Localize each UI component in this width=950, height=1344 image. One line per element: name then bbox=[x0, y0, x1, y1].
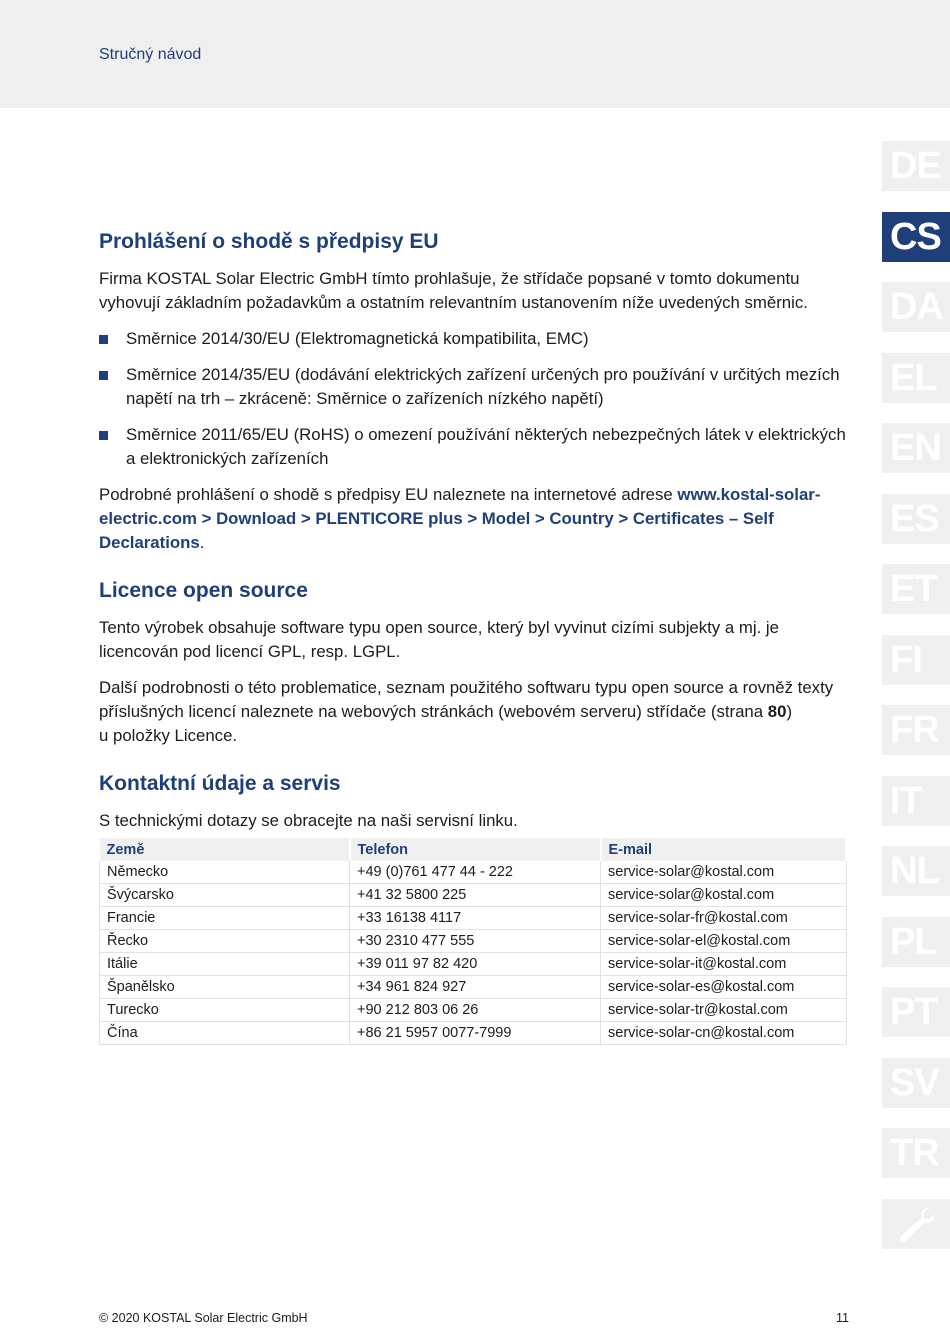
table-row bbox=[100, 953, 847, 976]
country-cell: Řecko bbox=[100, 930, 350, 953]
lang-tab-pt[interactable]: PT bbox=[882, 987, 950, 1037]
header-band bbox=[0, 0, 950, 108]
phone-cell: +86 21 5957 0077-7999 bbox=[350, 1022, 601, 1045]
list-item bbox=[99, 363, 849, 411]
column-header-email: E-mail bbox=[601, 838, 847, 861]
eu-declaration-intro: Firma KOSTAL Solar Electric GmbH tímto prohlašuje, že střídače popsané v tomto dokumentu vyhovují základním požadavkům a ostatním relevantním ustanovením níže uvedených směrnic. bbox=[99, 269, 808, 312]
email-cell: service-solar-el@kostal.com bbox=[601, 930, 847, 953]
bullet-square-icon bbox=[99, 335, 108, 344]
lang-tab-de[interactable]: DE bbox=[882, 141, 950, 191]
download-path-link[interactable]: www.kostal-solar-electric.com > Download > PLENTICORE plus > Model > Country > Certificates – Self Declarations bbox=[99, 485, 821, 552]
lang-tab-en[interactable]: EN bbox=[882, 423, 950, 473]
lang-tab-es[interactable]: ES bbox=[882, 494, 950, 544]
table-row bbox=[100, 976, 847, 999]
country-cell: Turecko bbox=[100, 999, 350, 1022]
lang-tab-tr[interactable]: TR bbox=[882, 1128, 950, 1178]
open-source-paragraph-1: Tento výrobek obsahuje software typu open source, který byl vyvinut cizími subjekty a mj. je licencován pod licencí GPL, resp. LGPL. bbox=[99, 618, 779, 661]
list-item-text: Směrnice 2014/35/EU (dodávání elektrických zařízení určených pro používání v určitých mezích napětí na trh – zkráceně: Směrnice o zařízeních nízkého napětí) bbox=[126, 365, 840, 408]
main-content bbox=[99, 228, 849, 1045]
lang-tab-cs[interactable]: CS bbox=[882, 212, 950, 262]
country-cell: Francie bbox=[100, 907, 350, 930]
country-cell: Švýcarsko bbox=[100, 884, 350, 907]
sentence-end: . bbox=[199, 533, 205, 552]
email-cell: service-solar-tr@kostal.com bbox=[601, 999, 847, 1022]
table-row bbox=[100, 884, 847, 907]
lang-tab-et[interactable]: ET bbox=[882, 564, 950, 614]
lang-tab-it[interactable]: IT bbox=[882, 776, 950, 826]
table-row bbox=[100, 999, 847, 1022]
email-cell: service-solar-it@kostal.com bbox=[601, 953, 847, 976]
table-row bbox=[100, 930, 847, 953]
lang-tab-pl[interactable]: PL bbox=[882, 917, 950, 967]
lang-tab-nl[interactable]: NL bbox=[882, 846, 950, 896]
phone-cell: +49 (0)761 477 44 - 222 bbox=[350, 861, 601, 884]
phone-cell: +39 011 97 82 420 bbox=[350, 953, 601, 976]
phone-cell: +41 32 5800 225 bbox=[350, 884, 601, 907]
email-cell: service-solar@kostal.com bbox=[601, 861, 847, 884]
email-cell: service-solar-fr@kostal.com bbox=[601, 907, 847, 930]
email-cell: service-solar-cn@kostal.com bbox=[601, 1022, 847, 1045]
list-item bbox=[99, 327, 849, 351]
country-cell: Španělsko bbox=[100, 976, 350, 999]
header-title: Stručný návod bbox=[99, 46, 202, 63]
section-heading-open-source: Licence open source bbox=[99, 579, 308, 602]
bullet-square-icon bbox=[99, 431, 108, 440]
country-cell: Německo bbox=[100, 861, 350, 884]
section-heading-contact: Kontaktní údaje a servis bbox=[99, 772, 341, 795]
phone-cell: +33 16138 4117 bbox=[350, 907, 601, 930]
directive-list bbox=[99, 327, 849, 471]
open-source-text: Další podrobnosti o této problematice, seznam použitého softwaru typu open source a rovněž texty příslušných licencí naleznete na webových stránkách (webovém serveru) střídače (strana bbox=[99, 678, 834, 721]
country-cell: Čína bbox=[100, 1022, 350, 1045]
lang-tab-fi[interactable]: FI bbox=[882, 635, 950, 685]
open-source-paragraph-2 bbox=[99, 676, 849, 748]
table-row bbox=[100, 907, 847, 930]
language-tabs bbox=[882, 141, 950, 1269]
country-cell: Itálie bbox=[100, 953, 350, 976]
lang-tab-da[interactable]: DA bbox=[882, 282, 950, 332]
email-cell: service-solar@kostal.com bbox=[601, 884, 847, 907]
page-reference: 80 bbox=[767, 702, 787, 721]
email-cell: service-solar-es@kostal.com bbox=[601, 976, 847, 999]
table-row bbox=[100, 1022, 847, 1045]
table-row bbox=[100, 861, 847, 884]
wrench-icon bbox=[894, 1205, 940, 1245]
lang-tab-el[interactable]: EL bbox=[882, 353, 950, 403]
lang-tab-sv[interactable]: SV bbox=[882, 1058, 950, 1108]
contact-intro: S technickými dotazy se obracejte na naši servisní linku. bbox=[99, 811, 518, 830]
phone-cell: +90 212 803 06 26 bbox=[350, 999, 601, 1022]
table-header-row bbox=[100, 838, 847, 861]
open-source-text-line3: u položky Licence. bbox=[99, 726, 238, 745]
open-source-text-end: ) bbox=[786, 702, 793, 721]
list-item bbox=[99, 423, 849, 471]
phone-cell: +30 2310 477 555 bbox=[350, 930, 601, 953]
column-header-country: Země bbox=[100, 838, 350, 861]
lang-tab-fr[interactable]: FR bbox=[882, 705, 950, 755]
footer-page-number: 11 bbox=[836, 1311, 849, 1325]
column-header-phone: Telefon bbox=[350, 838, 601, 861]
section-heading-eu-declaration: Prohlášení o shodě s předpisy EU bbox=[99, 230, 439, 253]
tab-service[interactable] bbox=[882, 1199, 950, 1249]
footer-copyright: © 2020 KOSTAL Solar Electric GmbH bbox=[99, 1311, 308, 1325]
contact-table bbox=[99, 838, 847, 1045]
bullet-square-icon bbox=[99, 371, 108, 380]
phone-cell: +34 961 824 927 bbox=[350, 976, 601, 999]
declaration-location-text: Podrobné prohlášení o shodě s předpisy EU naleznete na internetové adrese bbox=[99, 485, 673, 504]
list-item-text: Směrnice 2011/65/EU (RoHS) o omezení používání některých nebezpečných látek v elektrických a elektronických zařízeních bbox=[126, 425, 846, 468]
declaration-location bbox=[99, 483, 849, 555]
list-item-text: Směrnice 2014/30/EU (Elektromagnetická kompatibilita, EMC) bbox=[126, 329, 589, 348]
